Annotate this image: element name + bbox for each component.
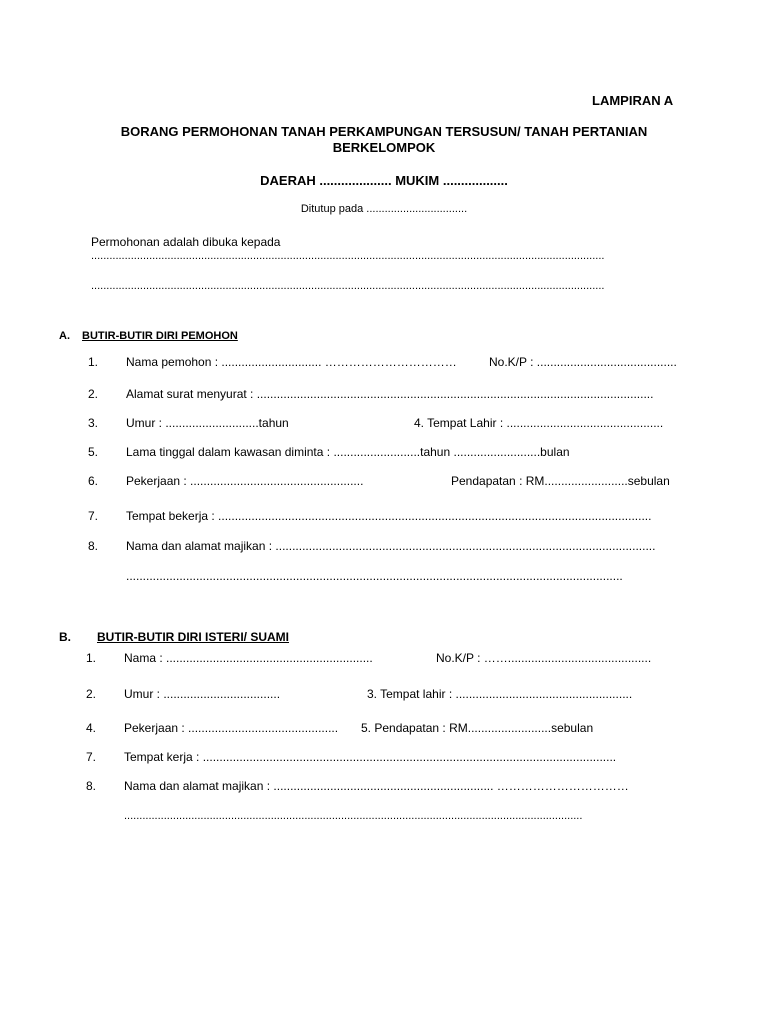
ditutup-pada: Ditutup pada ................................. bbox=[300, 203, 468, 215]
a-row-1-right: No.K/P : .......................................... bbox=[489, 355, 677, 369]
a-row-1-left: Nama pemohon : .............................. …………………………… bbox=[126, 355, 457, 369]
section-b-heading: BUTIR-BUTIR DIRI ISTERI/ SUAMI bbox=[97, 630, 289, 644]
b-row-1-left: Nama : .............................................................. bbox=[124, 651, 373, 665]
a-row-3-right: 4. Tempat Lahir : ............................................... bbox=[414, 416, 664, 430]
daerah-mukim: DAERAH .................... MUKIM .................. bbox=[260, 173, 508, 188]
open-to-label: Permohonan adalah dibuka kepada bbox=[91, 235, 281, 249]
a-row-7-num: 7. bbox=[88, 509, 99, 523]
b-row-4-right: 5. Pendapatan : RM.........................sebulan bbox=[361, 721, 594, 735]
a-row-1-num: 1. bbox=[88, 355, 99, 369]
form-title-line2: BERKELOMPOK bbox=[332, 140, 436, 155]
a-row-2-left: Alamat surat menyurat : ....................................................................................................................... bbox=[126, 387, 654, 401]
lampiran-label: LAMPIRAN A bbox=[592, 93, 674, 108]
b-row-4-left: Pekerjaan : ............................................. bbox=[124, 721, 339, 735]
a-row-6-num: 6. bbox=[88, 474, 99, 488]
b-row-7-num: 7. bbox=[86, 750, 97, 764]
a-row-6-left: Pekerjaan : .................................................... bbox=[126, 474, 364, 488]
a-row-2-num: 2. bbox=[88, 387, 99, 401]
a-row-6-right: Pendapatan : RM.........................sebulan bbox=[451, 474, 670, 488]
section-a-letter: A. bbox=[59, 330, 70, 342]
form-title-line1: BORANG PERMOHONAN TANAH PERKAMPUNGAN TERSUSUN/ TANAH PERTANIAN bbox=[120, 124, 648, 139]
section-b-letter: B. bbox=[59, 630, 71, 644]
a-row-5-left: Lama tinggal dalam kawasan diminta : ..........................tahun ..........................bulan bbox=[126, 445, 570, 459]
b-row-8-num: 8. bbox=[86, 779, 97, 793]
a-row-5-num: 5. bbox=[88, 445, 99, 459]
b-row-1-num: 1. bbox=[86, 651, 97, 665]
b-row-2-num: 2. bbox=[86, 687, 97, 701]
b-continuation-line: ...................................................................................................................................................... bbox=[124, 810, 583, 822]
b-row-7-left: Tempat kerja : ............................................................................................................................ bbox=[124, 750, 617, 764]
open-to-line2: ........................................................................................................................................................................ bbox=[91, 280, 605, 292]
a-continuation-line: ..................................................................................................................................................... bbox=[126, 569, 623, 583]
a-row-8-num: 8. bbox=[88, 539, 99, 553]
a-row-8-left: Nama dan alamat majikan : .................................................................................................................. bbox=[126, 539, 656, 553]
a-row-3-left: Umur : ............................tahun bbox=[126, 416, 289, 430]
b-row-2-right: 3. Tempat lahir : ..................................................... bbox=[367, 687, 633, 701]
open-to-line1: ........................................................................................................................................................................ bbox=[91, 250, 605, 262]
a-row-7-left: Tempat bekerja : .................................................................................................................................. bbox=[126, 509, 652, 523]
a-row-3-num: 3. bbox=[88, 416, 99, 430]
b-row-1-right: No.K/P : ……........................................... bbox=[436, 651, 652, 665]
b-row-8-left: Nama dan alamat majikan : .................................................................. …………………………… bbox=[124, 779, 629, 793]
section-a-heading: BUTIR-BUTIR DIRI PEMOHON bbox=[82, 330, 238, 342]
b-row-2-left: Umur : ................................... bbox=[124, 687, 281, 701]
b-row-4-num: 4. bbox=[86, 721, 97, 735]
